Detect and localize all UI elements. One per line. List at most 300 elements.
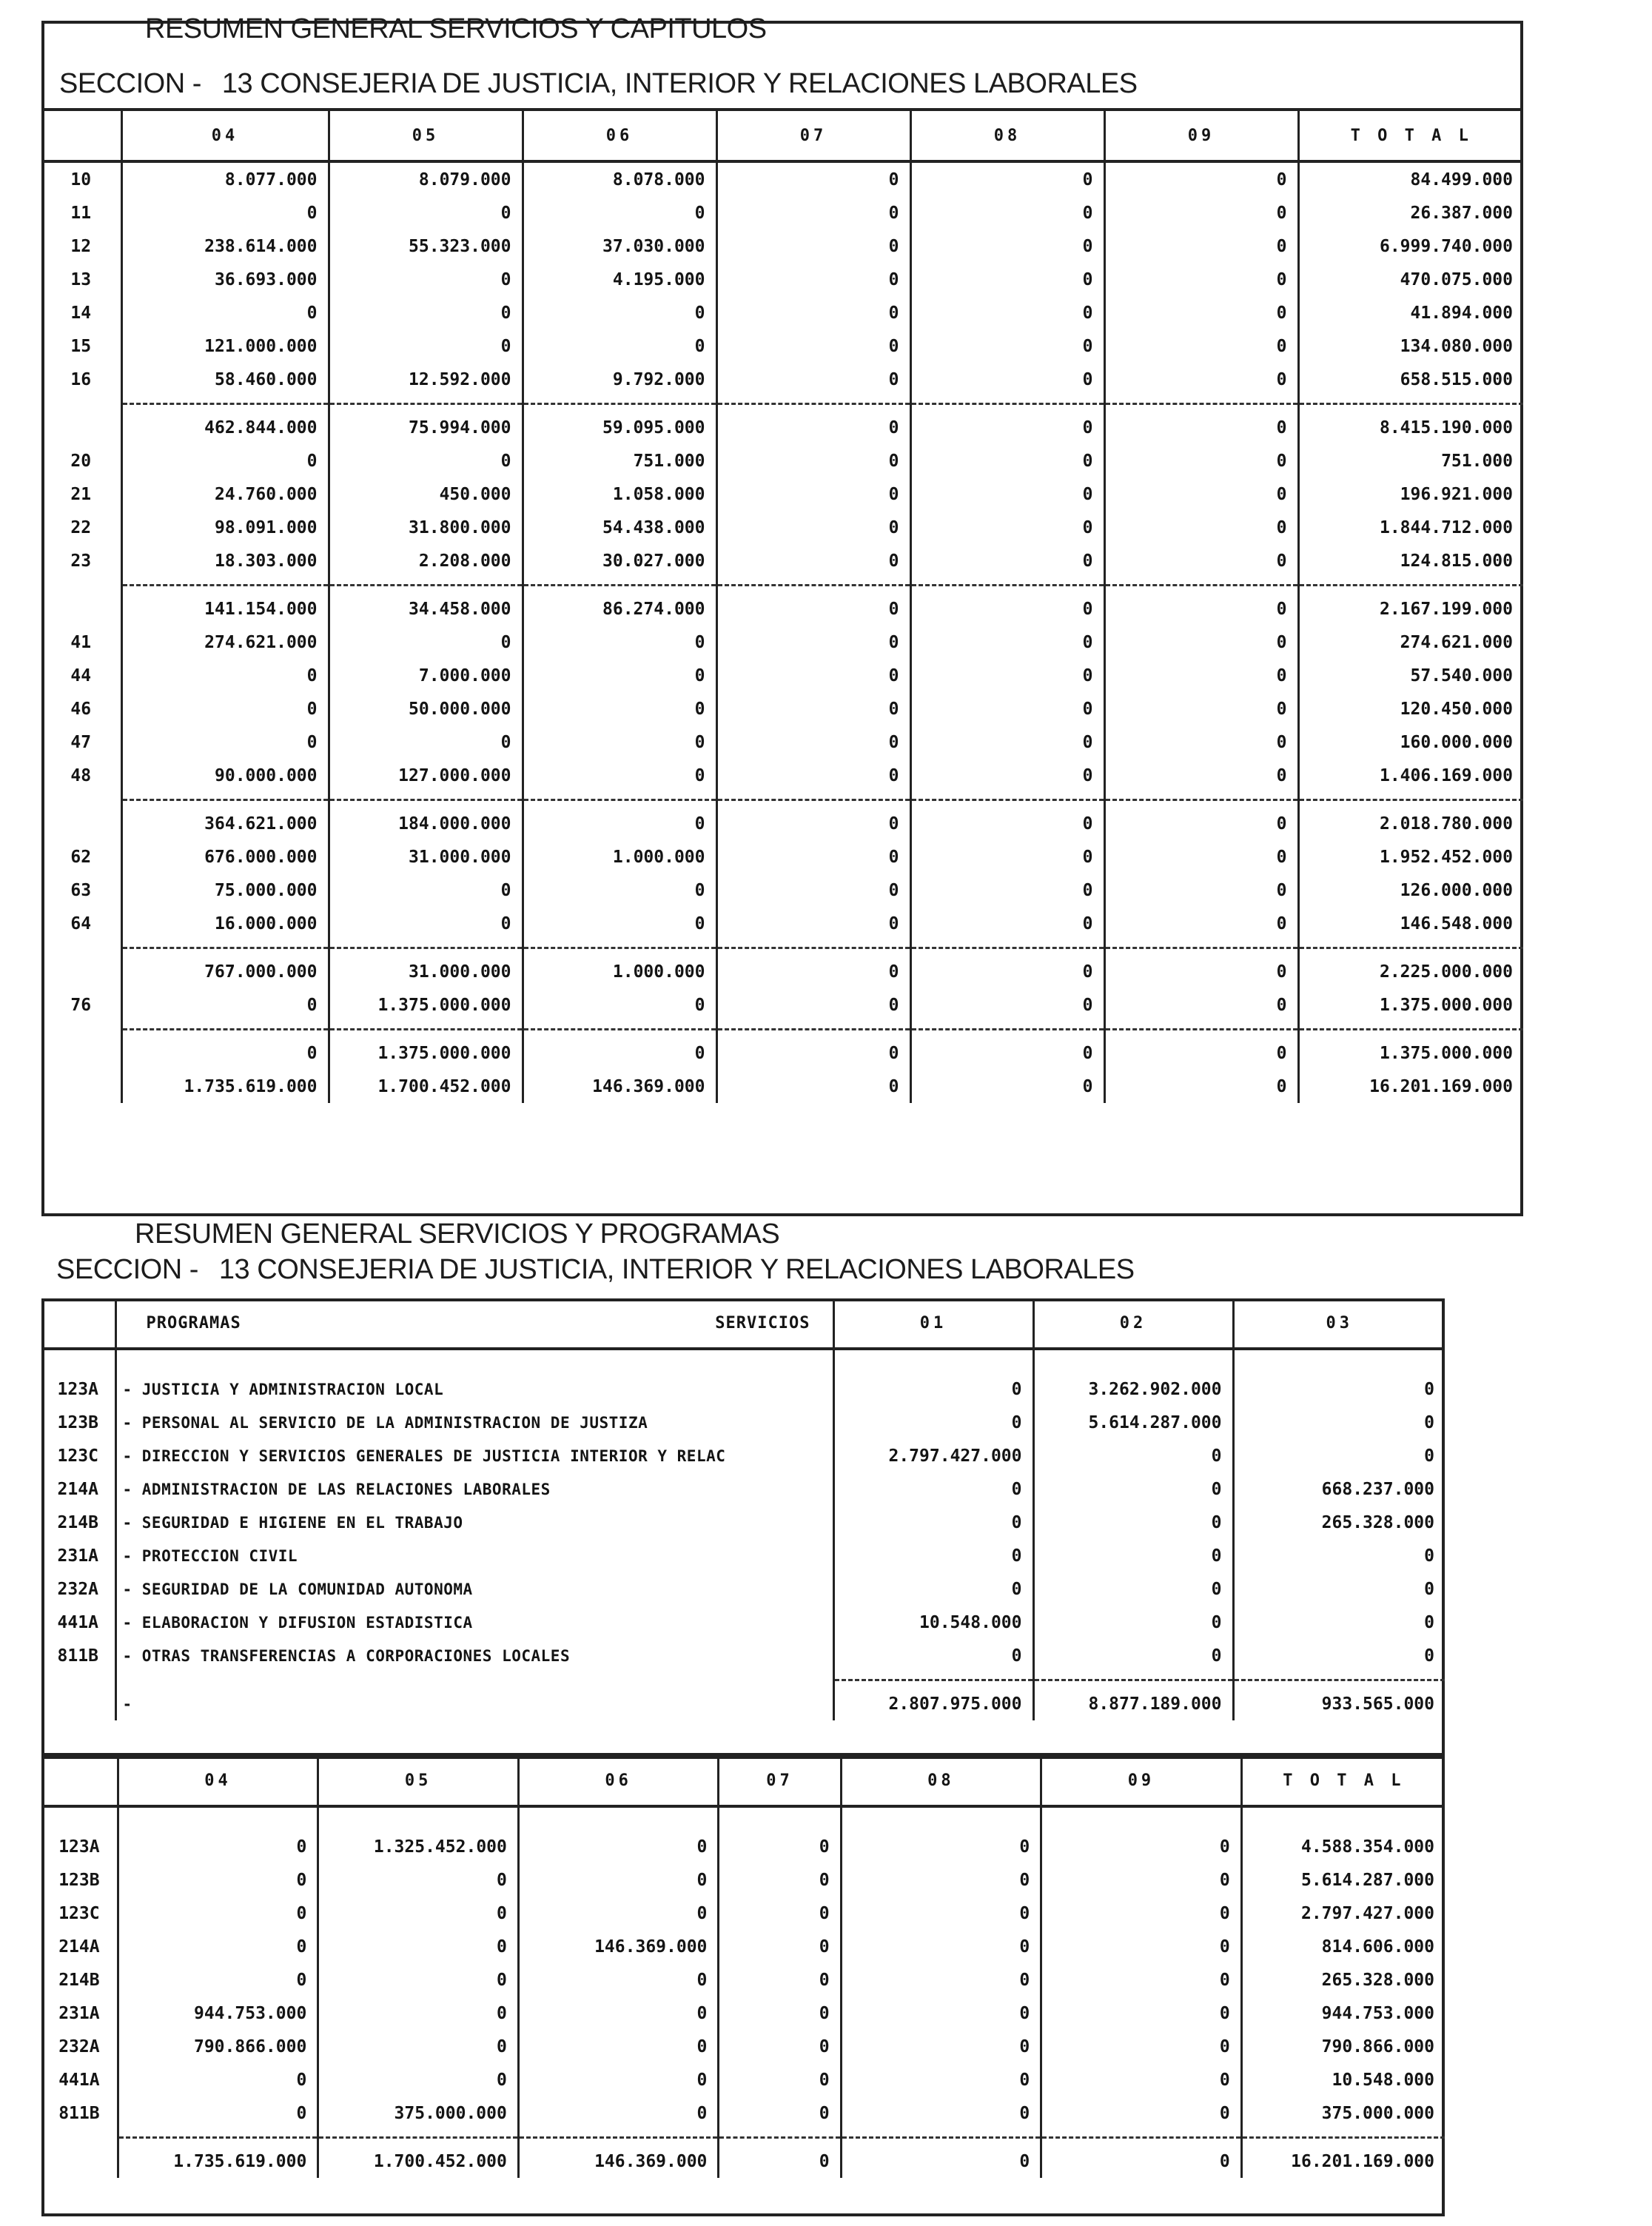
dashed-line [123, 799, 328, 801]
cell-value: 0 [1104, 807, 1298, 840]
dashed-line [842, 2136, 1041, 2139]
cell-value: 0 [1233, 1572, 1445, 1606]
cell-value: 0 [841, 2063, 1041, 2096]
cell-value: 54.438.000 [523, 511, 716, 544]
cell-value: 0 [1104, 626, 1298, 659]
separator-cell [1298, 1022, 1523, 1036]
cell-value: 364.621.000 [121, 807, 329, 840]
cell-value: 0 [716, 477, 910, 511]
cell-value: 30.027.000 [523, 544, 716, 577]
dashed-line [912, 403, 1104, 405]
row-code: 63 [70, 880, 92, 900]
cell-value: 0 [518, 1863, 719, 1897]
cell-value: 12.592.000 [329, 363, 523, 396]
cell-value: 0 [523, 1036, 716, 1070]
separator-cell [1233, 1672, 1445, 1687]
cell-value: 84.499.000 [1298, 161, 1523, 196]
program-row [41, 1639, 1445, 1672]
cell-value: 0 [910, 363, 1104, 396]
cell-value: 0 [716, 511, 910, 544]
program-code: 231A [57, 1546, 98, 1566]
dashed-line [835, 1679, 1032, 1681]
row-code: 10 [70, 170, 92, 190]
table-row [41, 196, 1523, 229]
cell-value: 814.606.000 [1241, 1930, 1445, 1963]
separator-cell [1298, 577, 1523, 592]
col-header-07: 07 [719, 1756, 841, 1806]
cell-value: 0 [118, 2096, 318, 2130]
cell-value: 0 [719, 2145, 841, 2178]
separator-cell [1298, 396, 1523, 411]
cell-value: 1.735.619.000 [118, 2145, 318, 2178]
spacer-cell [719, 1806, 841, 1830]
col-header-total: T O T A L [1241, 1756, 1445, 1806]
cell-value: 668.237.000 [1233, 1472, 1445, 1506]
cell-value: 134.080.000 [1298, 329, 1523, 363]
table-row [41, 1036, 1523, 1070]
program-description: - [115, 1687, 833, 1720]
capitulos-seccion-name: 13 CONSEJERIA DE JUSTICIA, INTERIOR Y RELACIONES LABORALES [221, 68, 1138, 99]
cell-value: 0 [121, 692, 329, 725]
spacer-cell [841, 1806, 1041, 1830]
program-description: - SEGURIDAD E HIGIENE EN EL TRABAJO [115, 1506, 833, 1539]
cell-value: 0 [1104, 759, 1298, 792]
capitulos-seccion-prefix: SECCION - [59, 68, 201, 99]
cell-value: 0 [1104, 329, 1298, 363]
cell-value: 1.325.452.000 [318, 1830, 519, 1863]
table-row [41, 1930, 1445, 1963]
cell-value: 31.800.000 [329, 511, 523, 544]
dashed-line [1235, 1679, 1446, 1681]
table-row [41, 363, 1523, 396]
cell-value: 0 [1233, 1372, 1445, 1406]
program-code: 214B [57, 1512, 98, 1532]
cell-value: 375.000.000 [1241, 2096, 1445, 2130]
dashed-line [1042, 2136, 1240, 2139]
row-code: 62 [70, 847, 92, 867]
row-code [41, 807, 121, 840]
table-row [41, 2096, 1445, 2130]
cell-value: 0 [910, 161, 1104, 196]
col-header-06: 06 [523, 110, 716, 161]
row-code: 11 [70, 203, 92, 223]
separator-cell [833, 1672, 1033, 1687]
program-description: - PROTECCION CIVIL [115, 1539, 833, 1572]
cell-value: 0 [841, 1963, 1041, 1997]
cell-value: 0 [518, 1997, 719, 2030]
cell-value: 0 [1233, 1539, 1445, 1572]
dashed-line [1300, 947, 1524, 949]
cell-value: 0 [329, 626, 523, 659]
cell-value: 9.792.000 [523, 363, 716, 396]
cell-value: 0 [518, 1830, 719, 1863]
cell-value: 24.760.000 [121, 477, 329, 511]
col-header-09: 09 [1104, 110, 1298, 161]
cell-value: 0 [719, 1930, 841, 1963]
capitulos-table [41, 108, 1523, 1103]
cell-value: 0 [318, 1863, 519, 1897]
dashed-line [1300, 403, 1524, 405]
cell-value: 0 [329, 874, 523, 907]
cell-value: 37.030.000 [523, 229, 716, 263]
cell-value: 0 [716, 840, 910, 874]
row-code: 23 [70, 551, 92, 571]
dashed-line [718, 1028, 910, 1030]
separator-cell [716, 792, 910, 807]
separator-cell [841, 2130, 1041, 2145]
row-code [41, 411, 121, 444]
dashed-line [524, 584, 716, 586]
cell-value: 0 [329, 296, 523, 329]
table-row [41, 659, 1523, 692]
cell-value: 0 [910, 196, 1104, 229]
cell-value: 6.999.740.000 [1298, 229, 1523, 263]
subtotal-separator [41, 2130, 1445, 2145]
dashed-line [524, 799, 716, 801]
cell-value: 146.369.000 [523, 1070, 716, 1103]
col-header-04: 04 [118, 1756, 318, 1806]
row-code: 214A [58, 1937, 100, 1957]
cell-value: 0 [910, 874, 1104, 907]
table-row [41, 807, 1523, 840]
cell-value: 0 [841, 2145, 1041, 2178]
separator-cell [1104, 792, 1298, 807]
table-row [41, 411, 1523, 444]
cell-value: 0 [910, 626, 1104, 659]
cell-value: 1.375.000.000 [1298, 988, 1523, 1022]
cell-value: 0 [518, 2030, 719, 2063]
cell-value: 0 [1104, 363, 1298, 396]
cell-value: 0 [716, 759, 910, 792]
program-code: 123A [57, 1379, 98, 1399]
table-row [41, 263, 1523, 296]
cell-value: 0 [716, 592, 910, 626]
cell-value: 1.406.169.000 [1298, 759, 1523, 792]
cell-value: 0 [910, 477, 1104, 511]
col-header-07: 07 [716, 110, 910, 161]
cell-value: 146.369.000 [518, 1930, 719, 1963]
cell-value: 8.078.000 [523, 161, 716, 196]
cell-value: 0 [1041, 1930, 1242, 1963]
row-code: 15 [70, 336, 92, 356]
dashed-line [1035, 1679, 1232, 1681]
cell-value: 0 [523, 659, 716, 692]
dashed-line [718, 799, 910, 801]
subtotal-separator [41, 1022, 1523, 1036]
cell-value: 0 [716, 363, 910, 396]
cell-value: 16.000.000 [121, 907, 329, 940]
program-row [41, 1572, 1445, 1606]
table-row [41, 1863, 1445, 1897]
table-row [41, 988, 1523, 1022]
cell-value: 0 [833, 1472, 1033, 1506]
cell-value: 0 [523, 692, 716, 725]
cell-value: 0 [841, 2096, 1041, 2130]
cell-value: 0 [910, 592, 1104, 626]
cell-value: 0 [716, 411, 910, 444]
cell-value: 0 [716, 161, 910, 196]
table-row [41, 1997, 1445, 2030]
cell-value: 0 [118, 1897, 318, 1930]
cell-value: 0 [1104, 907, 1298, 940]
cell-value: 1.844.712.000 [1298, 511, 1523, 544]
separator-cell [523, 396, 716, 411]
table-row [41, 2063, 1445, 2096]
row-code: 47 [70, 732, 92, 752]
cell-value: 0 [1041, 1863, 1242, 1897]
cell-value: 0 [1104, 1036, 1298, 1070]
cell-value: 10.548.000 [1241, 2063, 1445, 2096]
cell-value: 0 [833, 1639, 1033, 1672]
row-code: 76 [70, 995, 92, 1015]
table-row [41, 1830, 1445, 1863]
cell-value: 0 [716, 1036, 910, 1070]
total-value: 933.565.000 [1233, 1687, 1445, 1720]
cell-value: 0 [121, 196, 329, 229]
cell-value: 0 [1033, 1606, 1233, 1639]
cell-value: 1.375.000.000 [329, 1036, 523, 1070]
cell-value: 184.000.000 [329, 807, 523, 840]
separator-cell [523, 792, 716, 807]
dashed-line [319, 2136, 517, 2139]
cell-value: 146.548.000 [1298, 907, 1523, 940]
dashed-line [524, 403, 716, 405]
cell-value: 0 [329, 329, 523, 363]
cell-value: 0 [910, 511, 1104, 544]
cell-value: 0 [716, 955, 910, 988]
col-header-08: 08 [910, 110, 1104, 161]
cell-value: 0 [716, 263, 910, 296]
separator-cell [1298, 940, 1523, 955]
cell-value: 0 [1104, 692, 1298, 725]
program-code: 232A [57, 1579, 98, 1599]
cell-value: 0 [716, 544, 910, 577]
row-code: 123A [58, 1837, 100, 1857]
cell-value: 2.797.427.000 [833, 1439, 1033, 1472]
dashed-line [912, 1028, 1104, 1030]
cell-value: 0 [523, 759, 716, 792]
cell-value: 0 [841, 1830, 1041, 1863]
program-code: 811B [57, 1646, 98, 1666]
cell-value: 0 [1041, 2063, 1242, 2096]
row-code: 123C [58, 1903, 100, 1923]
cell-value: 2.018.780.000 [1298, 807, 1523, 840]
cell-value: 1.375.000.000 [1298, 1036, 1523, 1070]
dashed-line [123, 403, 328, 405]
cell-value: 0 [1041, 1963, 1242, 1997]
row-code: 44 [70, 666, 92, 685]
separator-cell [41, 1672, 115, 1687]
cell-value: 57.540.000 [1298, 659, 1523, 692]
cell-value: 7.000.000 [329, 659, 523, 692]
cell-value: 0 [318, 2030, 519, 2063]
dashed-line [912, 584, 1104, 586]
cell-value: 141.154.000 [121, 592, 329, 626]
cell-value: 18.303.000 [121, 544, 329, 577]
cell-value: 0 [318, 1897, 519, 1930]
dashed-line [718, 947, 910, 949]
program-row [41, 1606, 1445, 1639]
cell-value: 58.460.000 [121, 363, 329, 396]
cell-value: 0 [118, 2063, 318, 2096]
dashed-line [912, 799, 1104, 801]
cell-value: 0 [719, 2030, 841, 2063]
cell-value: 0 [1104, 988, 1298, 1022]
program-description: - SEGURIDAD DE LA COMUNIDAD AUTONOMA [115, 1572, 833, 1606]
subtotal-separator [41, 792, 1523, 807]
cell-value: 0 [318, 1997, 519, 2030]
col-header-01: 01 [833, 1298, 1033, 1349]
cell-value: 26.387.000 [1298, 196, 1523, 229]
cell-value: 0 [719, 1997, 841, 2030]
program-description: - ELABORACION Y DIFUSION ESTADISTICA [115, 1606, 833, 1639]
cell-value: 0 [716, 988, 910, 1022]
cell-value: 0 [716, 692, 910, 725]
spacer-cell [1033, 1349, 1233, 1372]
row-code: 41 [70, 632, 92, 652]
separator-cell [1104, 1022, 1298, 1036]
cell-value: 0 [910, 411, 1104, 444]
row-code: 811B [58, 2103, 100, 2123]
col-header-04: 04 [121, 110, 329, 161]
cell-value: 450.000 [329, 477, 523, 511]
row-code [41, 955, 121, 988]
separator-cell [41, 940, 121, 955]
dashed-line [119, 2136, 318, 2139]
spacer-cell [118, 1806, 318, 1830]
cell-value: 0 [1033, 1572, 1233, 1606]
table-row [41, 1963, 1445, 1997]
programas-seccion-prefix: SECCION - [56, 1254, 198, 1285]
cell-value: 0 [1104, 511, 1298, 544]
cell-value: 1.375.000.000 [329, 988, 523, 1022]
cell-value: 0 [523, 725, 716, 759]
cell-value: 0 [1041, 1830, 1242, 1863]
spacer-cell [41, 1806, 118, 1830]
separator-cell [719, 2130, 841, 2145]
dashed-line [1106, 1028, 1297, 1030]
separator-cell [716, 577, 910, 592]
dashed-line [123, 1028, 328, 1030]
cell-value: 98.091.000 [121, 511, 329, 544]
cell-value: 0 [518, 2063, 719, 2096]
table-row [41, 840, 1523, 874]
cell-value: 0 [1041, 2096, 1242, 2130]
program-row [41, 1439, 1445, 1472]
cell-value: 124.815.000 [1298, 544, 1523, 577]
cell-value: 0 [329, 725, 523, 759]
spacer-cell [1233, 1349, 1445, 1372]
cell-value: 126.000.000 [1298, 874, 1523, 907]
dashed-line [1106, 403, 1297, 405]
cell-value: 0 [1041, 2030, 1242, 2063]
cell-value: 0 [841, 1863, 1041, 1897]
cell-value: 0 [1104, 659, 1298, 692]
separator-cell [41, 2130, 118, 2145]
programas-cont-table [41, 1756, 1445, 2178]
separator-cell [910, 792, 1104, 807]
cell-value: 0 [833, 1572, 1033, 1606]
cell-value: 0 [1104, 263, 1298, 296]
row-code [41, 592, 121, 626]
cell-value: 0 [523, 807, 716, 840]
dashed-line [123, 947, 328, 949]
cell-value: 0 [716, 659, 910, 692]
separator-cell [329, 940, 523, 955]
cell-value: 41.894.000 [1298, 296, 1523, 329]
separator-cell [523, 577, 716, 592]
cell-value: 0 [523, 988, 716, 1022]
capitulos-seccion-line [59, 68, 1138, 100]
dashed-line [1300, 1028, 1524, 1030]
cell-value: 0 [716, 229, 910, 263]
spacer-cell [41, 1349, 115, 1372]
cell-value: 5.614.287.000 [1033, 1406, 1233, 1439]
cell-value: 0 [1233, 1406, 1445, 1439]
cell-value: 0 [121, 725, 329, 759]
cell-value: 0 [1233, 1439, 1445, 1472]
cell-value: 0 [118, 1963, 318, 1997]
cell-value: 0 [523, 296, 716, 329]
capitulos-title: RESUMEN GENERAL SERVICIOS Y CAPITULOS [145, 13, 767, 44]
separator-cell [910, 577, 1104, 592]
cell-value: 0 [910, 329, 1104, 363]
program-row [41, 1372, 1445, 1406]
cell-value: 2.225.000.000 [1298, 955, 1523, 988]
cell-value: 0 [1104, 296, 1298, 329]
row-code: 64 [70, 913, 92, 933]
separator-cell [41, 792, 121, 807]
dashed-line [1300, 584, 1524, 586]
cell-value: 0 [118, 1830, 318, 1863]
program-code: 214A [57, 1479, 98, 1499]
dashed-line [520, 2136, 718, 2139]
table-row [41, 296, 1523, 329]
cell-value: 0 [1033, 1539, 1233, 1572]
total-value: 2.807.975.000 [833, 1687, 1033, 1720]
cell-value: 0 [118, 1863, 318, 1897]
cell-value: 1.000.000 [523, 955, 716, 988]
cell-value: 0 [1033, 1506, 1233, 1539]
program-code: 123B [57, 1412, 98, 1432]
table-row [41, 1897, 1445, 1930]
cell-value: 0 [716, 807, 910, 840]
subtotal-separator [41, 940, 1523, 955]
table-row [41, 692, 1523, 725]
separator-cell [1298, 792, 1523, 807]
cell-value: 0 [1104, 592, 1298, 626]
separator-cell [910, 940, 1104, 955]
dashed-line [123, 584, 328, 586]
row-code: 13 [70, 269, 92, 289]
cell-value: 0 [716, 907, 910, 940]
programas-table [41, 1298, 1445, 1720]
spacer-cell [833, 1349, 1033, 1372]
cell-value: 0 [719, 2063, 841, 2096]
cell-value: 2.208.000 [329, 544, 523, 577]
cell-value: 0 [1104, 229, 1298, 263]
table-row [41, 1070, 1523, 1103]
cell-value: 2.797.427.000 [1241, 1897, 1445, 1930]
cell-value: 0 [910, 1070, 1104, 1103]
cell-value: 0 [841, 2030, 1041, 2063]
row-code: 12 [70, 236, 92, 256]
dashed-line [1300, 799, 1524, 801]
cell-value: 0 [1041, 1997, 1242, 2030]
separator-cell [910, 396, 1104, 411]
program-code: 441A [57, 1612, 98, 1632]
col-header-08: 08 [841, 1756, 1041, 1806]
